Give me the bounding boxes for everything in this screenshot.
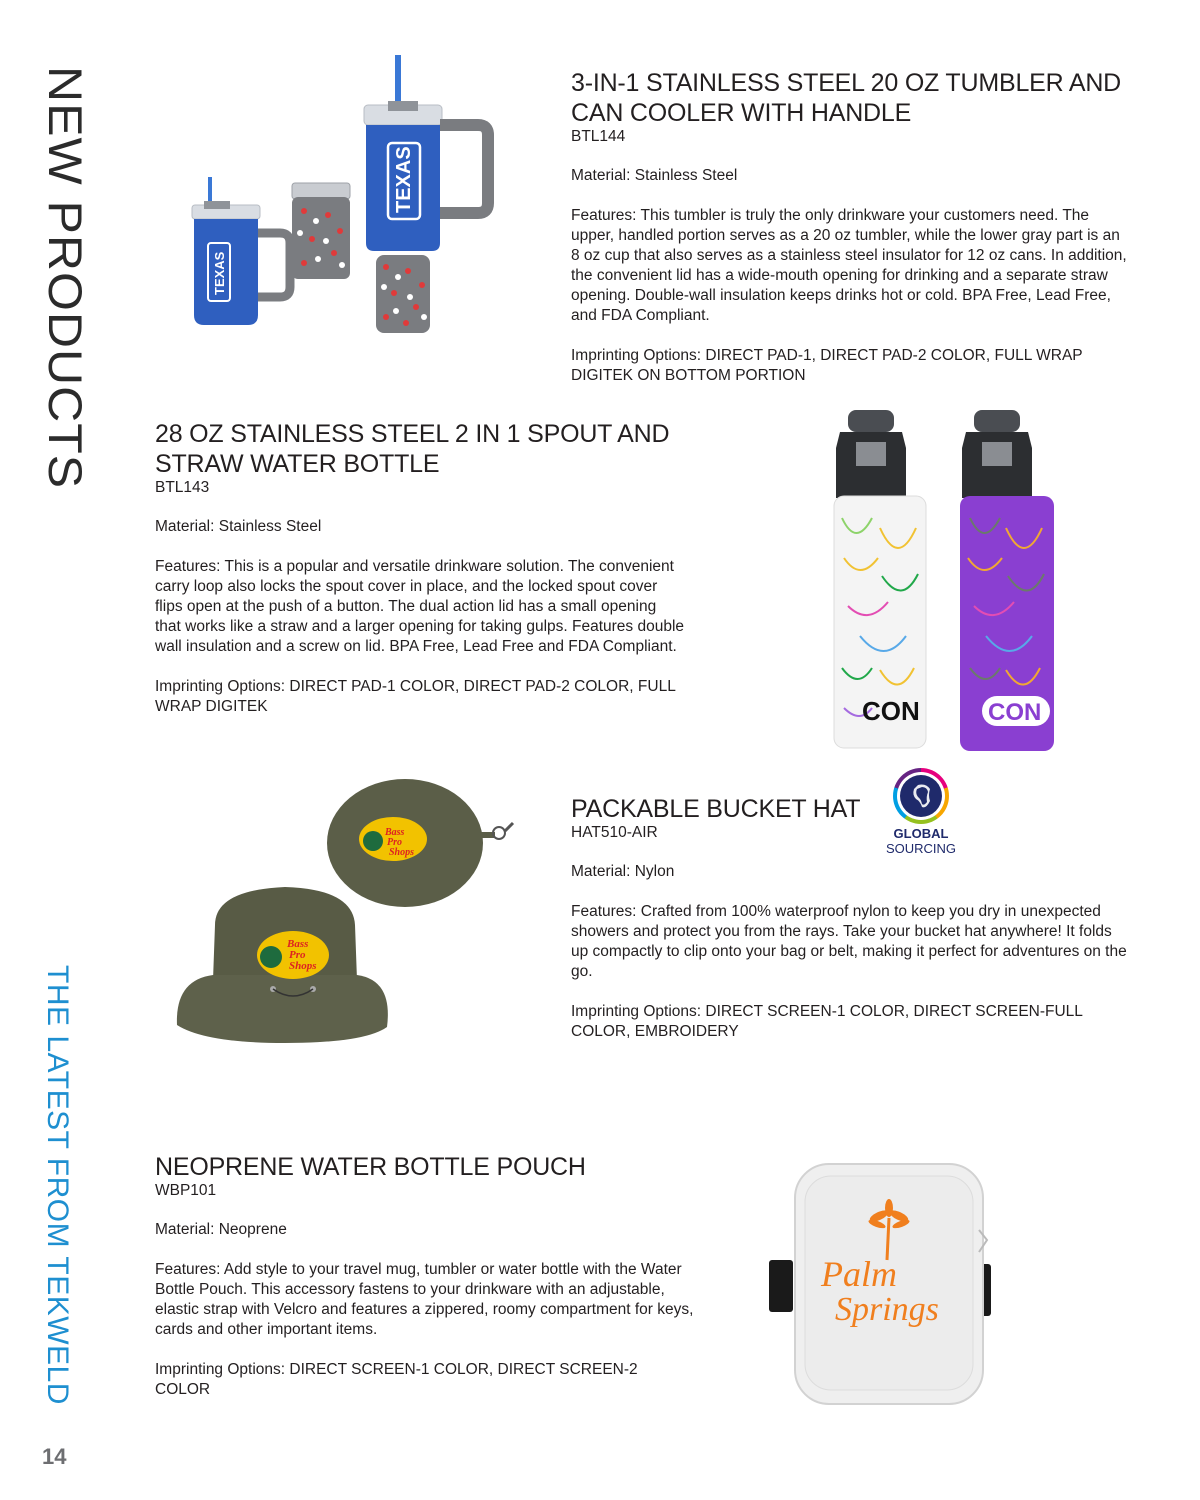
product-title-line1: 3-IN-1 STAINLESS STEEL 20 OZ TUMBLER AND [571, 69, 1122, 97]
tumbler-product-image [180, 55, 510, 340]
product-title-line2: STRAW WATER BOTTLE [155, 450, 440, 478]
product-title-line2: CAN COOLER WITH HANDLE [571, 99, 912, 127]
product-btl143 [155, 419, 685, 717]
product-btl144 [571, 68, 1131, 386]
pouch-logo-line2: Springs [835, 1291, 939, 1328]
product-wbp101 [155, 1152, 695, 1400]
product-sku: BTL143 [155, 479, 210, 496]
bucket-hat-product-image [165, 775, 525, 1060]
tumbler-brand-small: TEXAS [212, 251, 227, 295]
globe-icon [893, 768, 949, 824]
section-title: NEW PRODUCTS [38, 66, 92, 490]
tumbler-brand-large: TEXAS [393, 146, 415, 213]
water-bottle-product-image [830, 408, 1060, 753]
badge-line1: GLOBAL [893, 826, 949, 841]
hat-logo-line1: Bass [385, 827, 405, 838]
product-hat510-air [571, 794, 1131, 1042]
pouch-logo-line1: Palm [821, 1254, 897, 1294]
bottle-logo-white: CON [862, 696, 920, 726]
product-sku: HAT510-AIR [571, 824, 658, 841]
product-title-line1: 28 OZ STAINLESS STEEL 2 IN 1 SPOUT AND [155, 420, 670, 448]
product-sku: WBP101 [155, 1182, 217, 1199]
product-imprinting: Imprinting Options: DIRECT PAD-1, DIRECT PAD-2 COLOR, FULL WRAP DIGITEK ON BOTTOM PORTION [571, 347, 1083, 384]
product-features: Features: Crafted from 100% waterproof nylon to keep you dry in unexpected showers and protect you from the rays. Take your bucket hat anywhere! It folds up compactly to clip onto your bag or belt, making it perfect for adventures on the go. [571, 903, 1127, 980]
product-features: Features: This tumbler is truly the only drinkware your customers need. The upper, handled portion serves as a 20 oz tumbler, while the lower gray part is an 8 oz cup that also serves as a stainless steel insulator for 12 oz cans. In addition, the convenient lid has a wide-mouth opening for drinking and a separate straw opening. Double-wall insulation keeps drinks hot or cold. BPA Free, Lead Free, and FDA Compliant. [571, 207, 1127, 324]
product-title-line1: NEOPRENE WATER BOTTLE POUCH [155, 1153, 586, 1181]
hat-logo-line2: Pro [387, 837, 402, 848]
product-features: Features: This is a popular and versatile drinkware solution. The convenient carry loop also locks the spout cover in place, and the locked spout cover flips open at the push of a button. The dual action lid has a small opening that works like a straw and a larger opening for taking gulps. Features double wall insulation and a screw on lid. BPA Free, Lead Free and FDA Compliant. [155, 558, 685, 655]
product-features: Features: Add style to your travel mug, tumbler or water bottle with the Water Bottle Pouch. This accessory fastens to your drinkware with an adjustable, elastic strap with Velcro and features a zippered, roomy compartment for keys, cards and other important items. [155, 1261, 694, 1338]
product-title [155, 419, 685, 479]
hat-logo-line1-b: Bass [287, 938, 309, 950]
product-material: Material: Stainless Steel [571, 167, 738, 184]
global-sourcing-badge [880, 768, 962, 856]
bottle-logo-purple: CON [988, 699, 1042, 726]
product-imprinting: Imprinting Options: DIRECT SCREEN-1 COLOR, DIRECT SCREEN-2 COLOR [155, 1361, 638, 1398]
product-title [571, 68, 1131, 128]
section-subtitle: THE LATEST FROM TEKWELD [41, 965, 74, 1405]
page-number: 14 [42, 1444, 67, 1469]
product-material: Material: Stainless Steel [155, 518, 322, 535]
product-material: Material: Nylon [571, 863, 675, 880]
product-title [571, 794, 1131, 824]
hat-logo-line3-b: Shops [289, 960, 317, 972]
product-sku: BTL144 [571, 128, 626, 145]
product-imprinting: Imprinting Options: DIRECT SCREEN-1 COLOR, DIRECT SCREEN-FULL COLOR, EMBROIDERY [571, 1003, 1083, 1040]
badge-line2: SOURCING [885, 841, 957, 856]
product-title [155, 1152, 695, 1182]
product-material: Material: Neoprene [155, 1221, 287, 1238]
hat-logo-line2-b: Pro [289, 949, 306, 961]
product-imprinting: Imprinting Options: DIRECT PAD-1 COLOR, DIRECT PAD-2 COLOR, FULL WRAP DIGITEK [155, 678, 676, 715]
product-title-line1: PACKABLE BUCKET HAT [571, 795, 861, 823]
neoprene-pouch-product-image [765, 1160, 1000, 1410]
hat-logo-line3: Shops [389, 847, 415, 858]
